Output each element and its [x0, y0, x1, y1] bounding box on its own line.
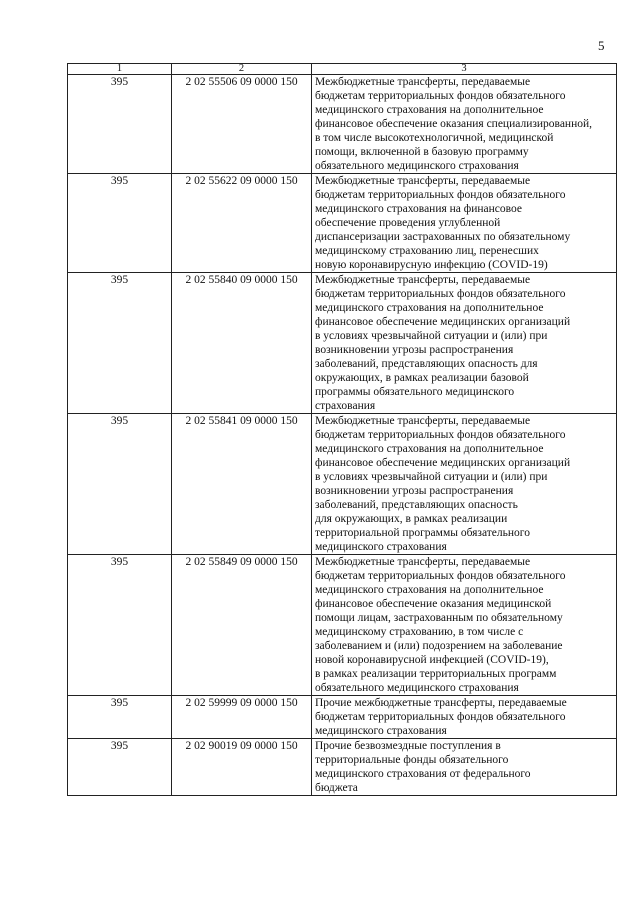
budget-codes-table	[67, 63, 617, 796]
admin-code-cell: 395	[68, 75, 172, 174]
budget-code-cell: 2 02 55506 09 0000 150	[172, 75, 312, 174]
table-row	[68, 75, 617, 174]
budget-code-cell: 2 02 59999 09 0000 150	[172, 696, 312, 739]
column-header-1: 1	[68, 64, 172, 75]
budget-code-cell: 2 02 55849 09 0000 150	[172, 555, 312, 696]
table-row	[68, 273, 617, 414]
income-name-cell: Межбюджетные трансферты, передаваемые бюджетам территориальных фондов обязательного медицинского страхования на дополнительное финансовое обеспечение оказания специализированной, в том числе высокотехнологичной, медицинской помощи, включенной в базовую программу обязательного медицинского страхования	[312, 75, 617, 174]
income-name-cell: Прочие безвозмездные поступления в территориальные фонды обязательного медицинского страхования от федерального бюджета	[312, 739, 617, 796]
income-name-cell: Межбюджетные трансферты, передаваемые бюджетам территориальных фондов обязательного медицинского страхования на дополнительное финансовое обеспечение медицинских организаций в условиях чрезвычайной ситуации и (или) при возникновении угрозы распространения заболеваний, представляющих опасность для окружающих, в рамках реализации базовой программы обязательного медицинского страхования	[312, 273, 617, 414]
income-name-cell: Межбюджетные трансферты, передаваемые бюджетам территориальных фондов обязательного медицинского страхования на дополнительное финансовое обеспечение оказания медицинской помощи лицам, застрахованным по обязательному медицинскому страхованию, в том числе с заболеванием и (или) подозрением на заболевание новой коронавирусной инфекцией (COVID-19), в рамках реализации территориальных программ обязательного медицинского страхования	[312, 555, 617, 696]
table-row	[68, 555, 617, 696]
admin-code-cell: 395	[68, 273, 172, 414]
budget-code-cell: 2 02 90019 09 0000 150	[172, 739, 312, 796]
income-name-cell: Прочие межбюджетные трансферты, передаваемые бюджетам территориальных фондов обязательного медицинского страхования	[312, 696, 617, 739]
column-header-2: 2	[172, 64, 312, 75]
table-row	[68, 739, 617, 796]
column-header-3: 3	[312, 64, 617, 75]
income-name-cell: Межбюджетные трансферты, передаваемые бюджетам территориальных фондов обязательного медицинского страхования на дополнительное финансовое обеспечение медицинских организаций в условиях чрезвычайной ситуации и (или) при возникновении угрозы распространения заболеваний, представляющих опасность для окружающих, в рамках реализации территориальной программы обязательного медицинского страхования	[312, 414, 617, 555]
page-number: 5	[598, 38, 605, 53]
admin-code-cell: 395	[68, 739, 172, 796]
admin-code-cell: 395	[68, 414, 172, 555]
table-header-row	[68, 64, 617, 75]
admin-code-cell: 395	[68, 174, 172, 273]
table-row	[68, 696, 617, 739]
budget-code-cell: 2 02 55840 09 0000 150	[172, 273, 312, 414]
budget-code-cell: 2 02 55841 09 0000 150	[172, 414, 312, 555]
table-row	[68, 174, 617, 273]
admin-code-cell: 395	[68, 555, 172, 696]
budget-code-cell: 2 02 55622 09 0000 150	[172, 174, 312, 273]
income-name-cell: Межбюджетные трансферты, передаваемые бюджетам территориальных фондов обязательного медицинского страхования на финансовое обеспечение проведения углубленной диспансеризации застрахованных по обязательному медицинскому страхованию лиц, перенесших новую коронавирусную инфекцию (COVID-19)	[312, 174, 617, 273]
admin-code-cell: 395	[68, 696, 172, 739]
table-row	[68, 414, 617, 555]
